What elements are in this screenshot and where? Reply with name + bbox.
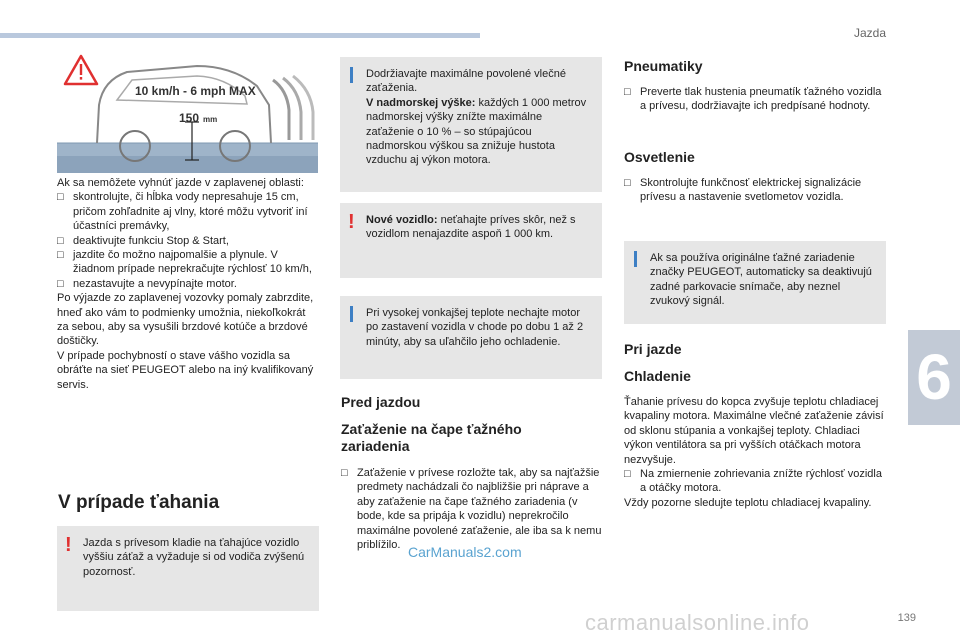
list-item: □ skontrolujte, či hĺbka vody nepresahuje 15 cm, pričom zohľadnite aj vlny, ktoré môžu vytvoriť iní účastníci premávky,: [57, 191, 308, 233]
cooling-heading: Chladenie: [624, 368, 691, 384]
before-driving-heading: Pred jazdou: [341, 394, 421, 410]
after-flood-text: Po výjazde zo zaplavenej vozovky pomaly zabrzdite, hneď ako vám to podmienky umožnia, niekoľkokrát za sebou, aby sa vysušili brzdové kotúče a brzdové doštičky.: [57, 292, 314, 348]
warning-icon: !: [348, 211, 355, 233]
list-item: □ nezastavujte a nevypínajte motor.: [57, 277, 237, 290]
lighting-heading: Osvetlenie: [624, 149, 695, 165]
towing-warning-box: [57, 526, 319, 611]
info-box-parking-sensors: [624, 241, 886, 324]
bullet-arrow-icon: □: [57, 249, 64, 262]
flood-intro: Ak sa nemôžete vyhnúť jazde v zaplavenej oblasti:: [57, 177, 304, 189]
list-item: □ Skontrolujte funkčnosť elektrickej signalizácie prívesu a nastavenie svetlometov vozidla.: [624, 177, 862, 204]
cooling-text: Ťahanie prívesu do kopca zvyšuje teplotu chladiacej kvapaliny motora. Maximálne vlečné zaťaženie závisí od sklonu stúpania a vonkajšej teploty. Chladiaci výkon ventilátora sa pri vyšších otáčkach motora nezvyšuje. □ Na zmiernenie zohrievania znížte rýchlosť vozidla a otáčky motora. Vždy pozorne sledujte teplotu chladiacej kvapaliny.: [624, 395, 886, 510]
page-number: 139: [897, 612, 916, 624]
towing-heading: V prípade ťahania: [58, 492, 220, 513]
bullet-arrow-icon: □: [57, 234, 64, 247]
lighting-list: [624, 176, 886, 205]
bullet-arrow-icon: □: [624, 177, 631, 189]
service-advice: V prípade pochybností o stave vášho vozidla sa obráťte na sieť PEUGEOT alebo na iný kvalifikovaný servis.: [57, 349, 314, 391]
bullet-arrow-icon: □: [57, 277, 64, 290]
bullet-arrow-icon: □: [624, 468, 631, 481]
info-box-altitude: Dodržiavajte maximálne povolené vlečné zaťaženia. V nadmorskej výške: každých 1 000 metrov nadmorskej výšky znížte maximálne zaťaženie o 10 % – so stúpajúcou nadmorskou výškou sa znižuje hustota vzduchu aj výkon motora.: [340, 57, 602, 192]
towing-warning-text: Jazda s prívesom kladie na ťahajúce vozidlo vyššiu záťaž a vyžaduje si od vodiča zvýšenú pozornosť.: [83, 537, 305, 578]
bullet-arrow-icon: □: [341, 467, 348, 479]
depth-unit: mm: [203, 115, 218, 124]
info-box-cooling: [340, 296, 602, 379]
bullet-arrow-icon: □: [624, 86, 631, 98]
info-icon: [634, 251, 637, 267]
list-item: □ Preverte tlak hustenia pneumatík ťažného vozidla a prívesu, dodržiavajte ich predpísané hodnoty.: [624, 86, 882, 113]
new-vehicle-warning-box: [340, 203, 602, 278]
list-item: □ Na zmiernenie zohrievania znížte rýchlosť vozidla a otáčky motora.: [624, 468, 882, 495]
chapter-number: 6: [916, 341, 952, 413]
speed-label: 10 km/h - 6 mph MAX: [135, 84, 256, 98]
info-icon: [350, 67, 353, 83]
altitude-note: V nadmorskej výške: každých 1 000 metrov nadmorskej výšky znížte maximálne zaťaženie o 10 % – so stúpajúcou nadmorskou výškou sa znižuje hustota vzduchu aj výkon motora.: [366, 96, 587, 167]
flood-driving-illustration: [57, 50, 318, 173]
section-title: Jazda: [853, 26, 886, 40]
footer-watermark: carmanualsonline.info: [585, 610, 810, 635]
list-item: □ deaktivujte funkciu Stop & Start,: [57, 234, 229, 247]
tyres-heading: Pneumatiky: [624, 58, 703, 74]
flood-instructions: [57, 176, 319, 392]
list-item: □ Zaťaženie v prívese rozložte tak, aby sa najťažšie predmety nachádzali čo najbližšie pri náprave a aby zaťaženie na čape ťažného zariadenia (v bode, kde sa pripája k vozidlu) neprekročilo maximálne povolené zaťaženie, ale iba sa k nemu priblížilo.: [341, 467, 602, 552]
list-item: □ jazdite čo možno najpomalšie a plynule. V žiadnom prípade neprekračujte rýchlosť 10 km/h,: [57, 249, 312, 276]
info-icon: [350, 306, 353, 322]
depth-value: 150: [179, 111, 200, 125]
header-rule: [0, 33, 480, 38]
site-watermark: CarManuals2.com: [408, 544, 522, 560]
hitch-load-list: [341, 466, 603, 552]
bullet-arrow-icon: □: [57, 191, 64, 204]
tyres-list: [624, 85, 886, 114]
engine-cooling-note: Pri vysokej vonkajšej teplote nechajte motor po zastavení vozidla v chode po dobu 1 až 2 minúty, aby sa uľahčilo jeho ochladenie.: [366, 307, 584, 348]
parking-sensors-note: Ak sa používa originálne ťažné zariadenie značky PEUGEOT, automaticky sa deaktivujú zadné parkovacie snímače, aby neznel zvukový signál.: [650, 252, 872, 308]
while-driving-heading: Pri jazde: [624, 341, 682, 357]
hitch-load-heading: Zaťaženie na čape ťažného zariadenia: [341, 421, 522, 454]
warning-icon: !: [65, 534, 72, 556]
new-vehicle-note: Nové vozidlo: neťahajte príves skôr, než s vozidlom nenajazdite aspoň 1 000 km.: [366, 214, 576, 241]
